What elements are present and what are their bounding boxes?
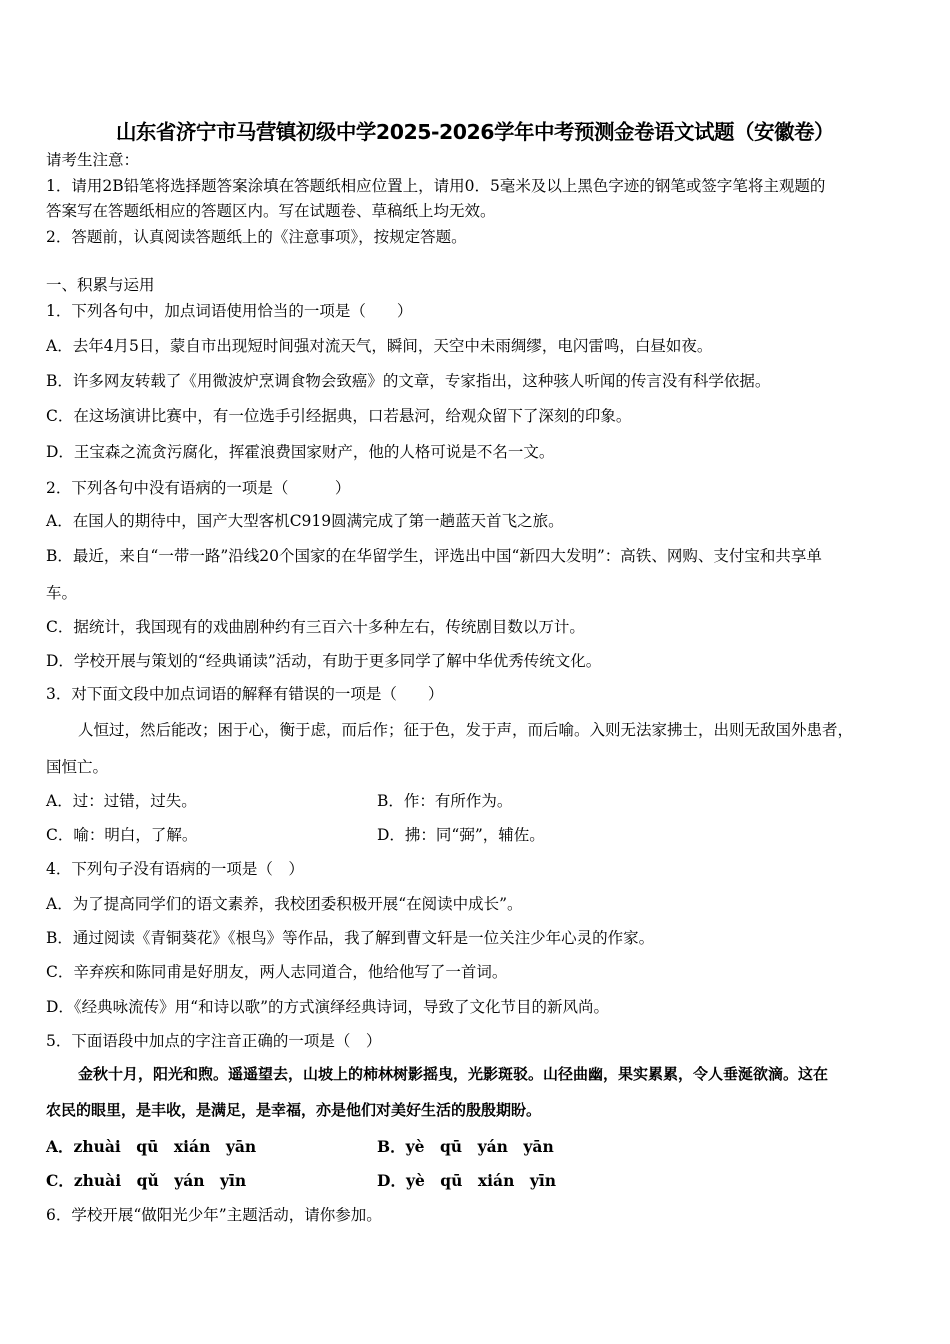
question-1-option-a: A．去年4月5日，蒙自市出现短时间强对流天气，瞬间，天空中未雨绸缪，电闪雷鸣，白昼如夜。 [46,337,713,355]
question-6-stem: 6．学校开展“做阳光少年”主题活动，请你参加。 [46,1206,382,1224]
question-1-stem: 1．下列各句中，加点词语使用恰当的一项是（ ） [46,302,413,320]
notice-heading: 请考生注意： [46,151,140,169]
question-5-passage: 农民的眼里，是丰收，是满足，是幸福，亦是他们对美好生活的殷殷期盼。 [46,1101,542,1119]
question-3-passage: 国恒亡。 [46,758,109,776]
question-2-option-b-cont: 车。 [46,584,78,602]
question-3-passage: 人恒过，然后能改；困于心，衡于虑，而后作；征于色，发于声，而后喻。入则无法家拂士，出则无敌国外患者， [78,721,854,739]
question-3-option-c: C．喻：明白，了解。 [46,826,198,844]
question-4-option-a: A．为了提高同学们的语文素养，我校团委积极开展“在阅读中成长”。 [46,895,523,913]
question-1-option-b: B．许多网友转载了《用微波炉烹调食物会致癌》的文章，专家指出，这种骇人听闻的传言没有科学依据。 [46,372,771,390]
question-5-option-d: D．yè qū xián yīn [377,1171,557,1190]
question-2-option-c: C．据统计，我国现有的戏曲剧种约有三百六十多种左右，传统剧目数以万计。 [46,618,585,636]
question-5-option-a: A．zhuài qū xián yān [46,1137,257,1156]
question-3-stem: 3．对下面文段中加点词语的解释有错误的一项是（ ） [46,685,444,703]
question-1-option-d: D．王宝森之流贪污腐化，挥霍浪费国家财产，他的人格可说是不名一文。 [46,443,555,461]
question-2-option-d: D．学校开展与策划的“经典诵读”活动，有助于更多同学了解中华优秀传统文化。 [46,652,602,670]
question-2-stem: 2．下列各句中没有语病的一项是（ ） [46,479,351,497]
question-3-option-d: D．拂：同“弼”，辅佐。 [377,826,545,844]
document-title: 山东省济宁市马营镇初级中学2025-2026学年中考预测金卷语文试题（安徽卷） [115,120,835,144]
notice-item: 2．答题前，认真阅读答题纸上的《注意事项》，按规定答题。 [46,228,467,246]
question-2-option-b: B．最近，来自“一带一路”沿线20个国家的在华留学生，评选出中国“新四大发明”：高铁、网购、支付宝和共享单 [46,547,822,565]
question-3-option-b: B．作：有所作为。 [377,792,513,810]
question-1-option-c: C．在这场演讲比赛中，有一位选手引经据典，口若悬河，给观众留下了深刻的印象。 [46,407,632,425]
question-4-option-b: B．通过阅读《青铜葵花》《根鸟》等作品，我了解到曹文轩是一位关注少年心灵的作家。 [46,929,655,947]
notice-item: 答案写在答题纸相应的答题区内。写在试题卷、草稿纸上均无效。 [46,202,496,220]
question-4-option-c: C．辛弃疾和陈同甫是好朋友，两人志同道合，他给他写了一首词。 [46,963,508,981]
question-4-stem: 4．下列句子没有语病的一项是（ ） [46,860,304,878]
question-2-option-a: A．在国人的期待中，国产大型客机C919圆满完成了第一趟蓝天首飞之旅。 [46,512,564,530]
question-4-option-d: D．《经典咏流传》用“和诗以歌”的方式演绎经典诗词，导致了文化节目的新风尚。 [46,998,610,1016]
question-5-option-c: C．zhuài qǔ yán yīn [46,1171,247,1190]
question-3-option-a: A．过：过错，过失。 [46,792,197,810]
question-5-passage: 金秋十月，阳光和煦。遥遥望去，山坡上的柿林树影摇曳，光影斑驳。山径曲幽，果实累累，令人垂涎欲滴。这在 [78,1065,829,1083]
question-5-option-b: B．yè qū yán yān [377,1137,554,1156]
notice-item: 1．请用2B铅笔将选择题答案涂填在答题纸相应位置上，请用0．5毫米及以上黑色字迹的钢笔或签字笔将主观题的 [46,177,826,195]
section-heading: 一、积累与运用 [46,276,155,294]
question-5-stem: 5．下面语段中加点的字注音正确的一项是（ ） [46,1032,382,1050]
